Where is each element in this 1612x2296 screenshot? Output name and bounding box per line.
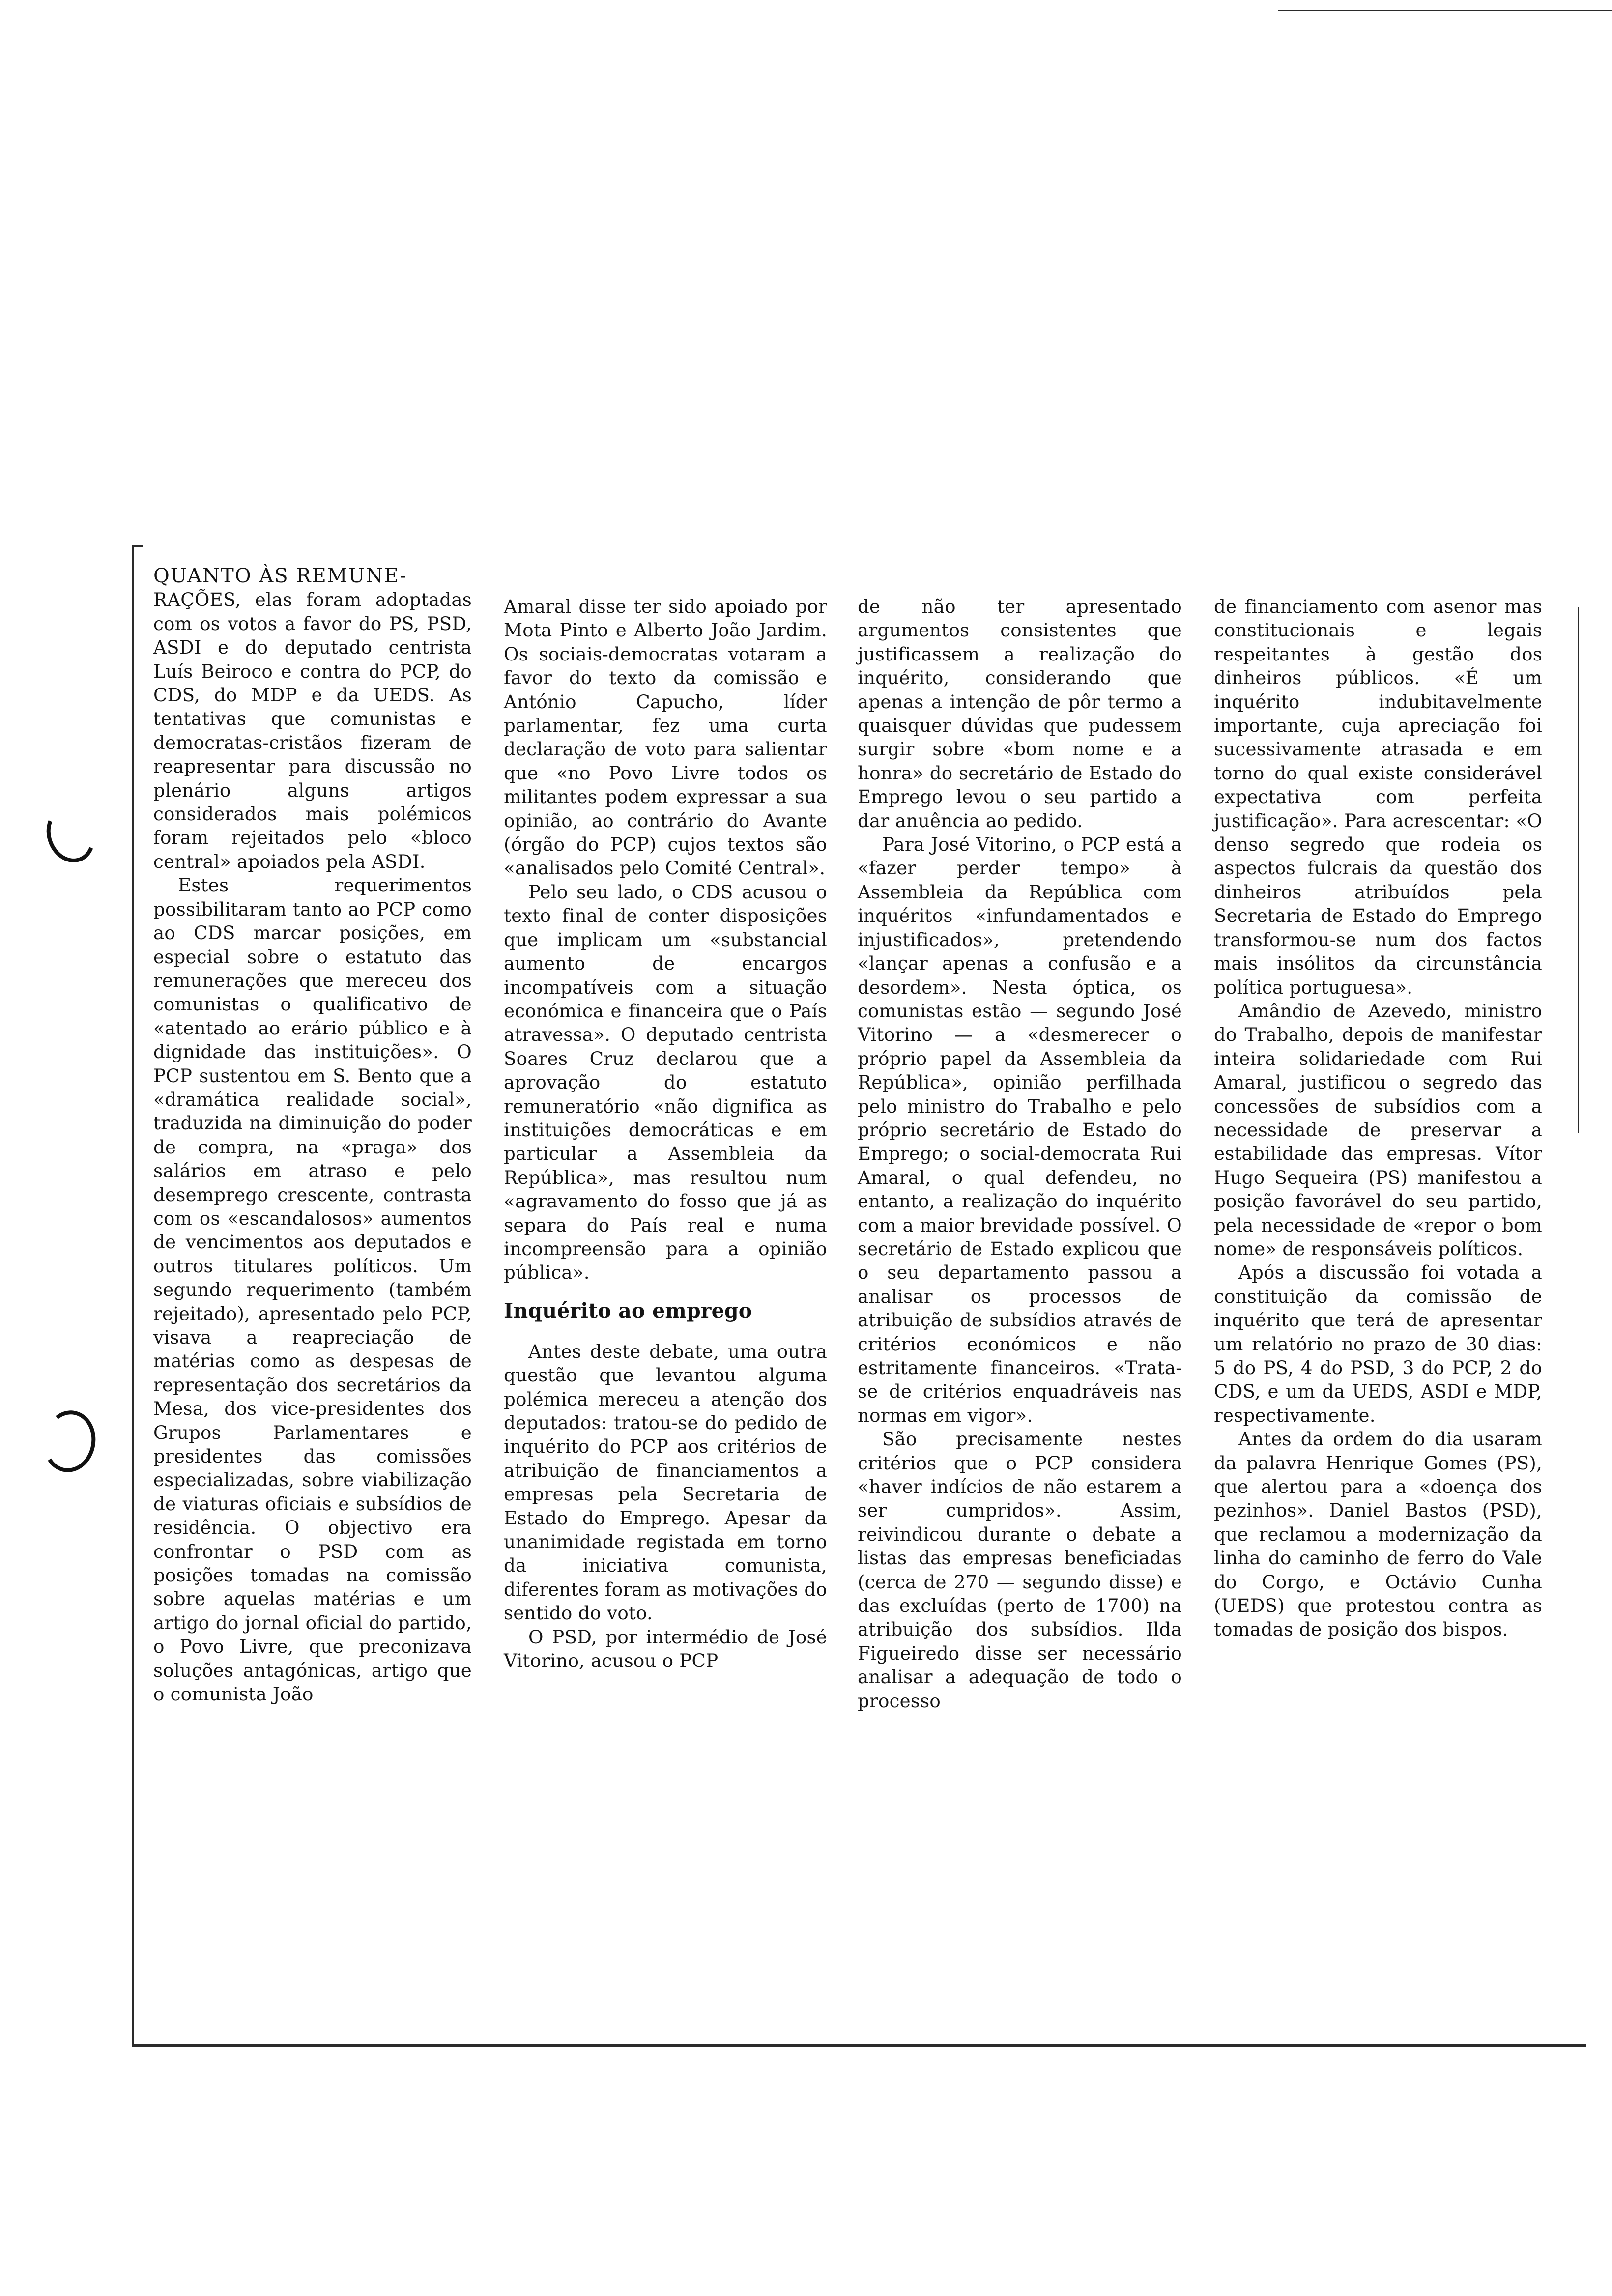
clipping-top-tick [132, 545, 143, 547]
article-lead: QUANTO ÀS REMUNE- [153, 565, 407, 587]
top-scan-line [1278, 10, 1612, 11]
subheading: Inquérito ao emprego [504, 1298, 752, 1322]
paragraph: Amaral disse ter sido apoiado por Mota Pinto e Alberto João Jardim. Os sociais-democratas votaram a favor do texto da comissão e António Capucho, líder parlamentar, fez uma curta declaração de voto para salientar que «no Povo Livre todos os militantes podem expressar a sua opinião, ao contrário do Avante (órgão do PCP) cujos textos são «analisados pelo Comité Central». [504, 596, 827, 879]
article-column-3 [858, 595, 1182, 1713]
clipping-left-edge [132, 545, 134, 2044]
paragraph: Após a discussão foi votada a constituição da comissão de inquérito que terá de apresentar um relatório no prazo de 30 dias: 5 do PS, 4 do PSD, 3 do PCP, 2 do CDS, e um da UEDS, ASDI e MDP, respectivamente. [1214, 1262, 1542, 1426]
paragraph: Amândio de Azevedo, ministro do Trabalho, depois de manifestar inteira solidariedade com Rui Amaral, justificou o segredo das concessões de subsídios com a necessidade de preservar a estabilidade das empresas. Vítor Hugo Sequeira (PS) manifestou a posição favorável do seu partido, pela necessidade de «repor o bom nome» de responsáveis políticos. [1214, 1000, 1542, 1260]
article-column-4 [1214, 595, 1542, 1641]
article-column-1 [153, 564, 472, 1706]
clipping-right-edge [1578, 607, 1579, 1133]
paragraph: São precisamente nestes critérios que o PCP considera «haver indícios de não estarem a ser cumpridos». Assim, reivindicou durante o debate a listas das empresas beneficiadas (cerca de 270 — segundo disse) e das excluídas (perto de 1700) na atribuição dos subsídios. Ilda Figueiredo disse ser necessário analisar a adequação de todo o processo [858, 1428, 1182, 1712]
paragraph: O PSD, por intermédio de José Vitorino, acusou o PCP [504, 1626, 827, 1672]
binder-hole-mark-upper [39, 800, 103, 869]
binder-hole-mark-lower [38, 1406, 100, 1476]
paragraph: RAÇÕES, elas foram adoptadas com os votos a favor do PS, PSD, ASDI e do deputado centrista Luís Beiroco e contra do PCP, do CDS, do MDP e da UEDS. As tentativas que comunistas e democratas-cristãos fizeram de reapresentar para discussão no plenário alguns artigos considerados mais polémicos foram rejeitados pelo «bloco central» apoiados pela ASDI. [153, 589, 472, 872]
paragraph: Para José Vitorino, o PCP está a «fazer perder tempo» à Assembleia da República com inquéritos «infundamentados e injustificados», pretendendo «lançar apenas a confusão e a desordem». Nesta óptica, os comunistas estão — segundo José Vitorino — a «desmerecer o próprio papel da Assembleia da República», opinião perfilhada pelo ministro do Trabalho e pelo próprio secretário de Estado do Emprego; o social-democrata Rui Amaral, o qual defendeu, no entanto, a realização do inquérito com a maior brevidade possível. O secretário de Estado explicou que o seu departamento passou a analisar os processos de atribuição de subsídios através de critérios económicos e não estritamente financeiros. «Trata-se de critérios enquadráveis nas normas em vigor». [858, 833, 1182, 1426]
paragraph: Pelo seu lado, o CDS acusou o texto final de conter disposições que implicam um «substancial aumento de encargos incompatíveis com a situação económica e financeira que o País atravessa». O deputado centrista Soares Cruz declarou que a aprovação do estatuto remuneratório «não dignifica as instituições democráticas e em particular a Assembleia da República», mas resultou num «agravamento do fosso que já as separa do País real e numa incompreensão para a opinião pública». [504, 881, 827, 1284]
clipping-bottom-edge [132, 2044, 1586, 2047]
paragraph: de financiamento com asenor mas constitucionais e legais respeitantes à gestão dos dinheiros públicos. «É um inquérito indubitavelmente importante, cuja apreciação foi sucessivamente atrasada e em torno do qual existe considerável expectativa com perfeita justificação». Para acrescentar: «O denso segredo que rodeia os aspectos fulcrais da questão dos dinheiros atribuídos pela Secretaria de Estado do Emprego transformou-se num dos factos mais insólitos da circunstância política portuguesa». [1214, 596, 1542, 998]
paragraph: de não ter apresentado argumentos consistentes que justificassem a realização do inquérito, considerando que apenas a intenção de pôr termo a quaisquer dúvidas que pudessem surgir sobre «bom nome e a honra» do secretário de Estado do Emprego levou o seu partido a dar anuência ao pedido. [858, 596, 1182, 832]
article-column-2 [504, 595, 827, 1672]
paragraph: Antes deste debate, uma outra questão que levantou alguma polémica mereceu a atenção dos deputados: tratou-se do pedido de inquérito do PCP aos critérios de atribuição de financiamentos a empresas pela Secretaria de Estado do Emprego. Apesar da unanimidade registada em torno da iniciativa comunista, diferentes foram as motivações do sentido do voto. [504, 1340, 827, 1624]
paragraph: Estes requerimentos possibilitaram tanto ao PCP como ao CDS marcar posições, em especial sobre o estatuto das remunerações que mereceu dos comunistas o qualificativo de «atentado ao erário público e à dignidade das instituições». O PCP sustentou em S. Bento que a «dramática realidade social», traduzida na diminuição do poder de compra, na «praga» dos salários em atraso e pelo desemprego crescente, contrasta com os «escandalosos» aumentos de vencimentos aos deputados e outros titulares políticos. Um segundo requerimento (também rejeitado), apresentado pelo PCP, visava a reapreciação de matérias como as despesas de representação dos secretários da Mesa, dos vice-presidentes dos Grupos Parlamentares e presidentes das comissões especializadas, sobre viabilização de viaturas oficiais e subsídios de residência. O objectivo era confrontar o PSD com as posições tomadas na comissão sobre aquelas matérias e um artigo do jornal oficial do partido, o Povo Livre, que preconizava soluções antagónicas, artigo que o comunista João [153, 874, 472, 1705]
paragraph: Antes da ordem do dia usaram da palavra Henrique Gomes (PS), que alertou para a «doença dos pezinhos». Daniel Bastos (PSD), que reclamou a modernização da linha do caminho de ferro do Vale do Corgo, e Octávio Cunha (UEDS) que protestou contra as tomadas de posição dos bispos. [1214, 1428, 1542, 1640]
